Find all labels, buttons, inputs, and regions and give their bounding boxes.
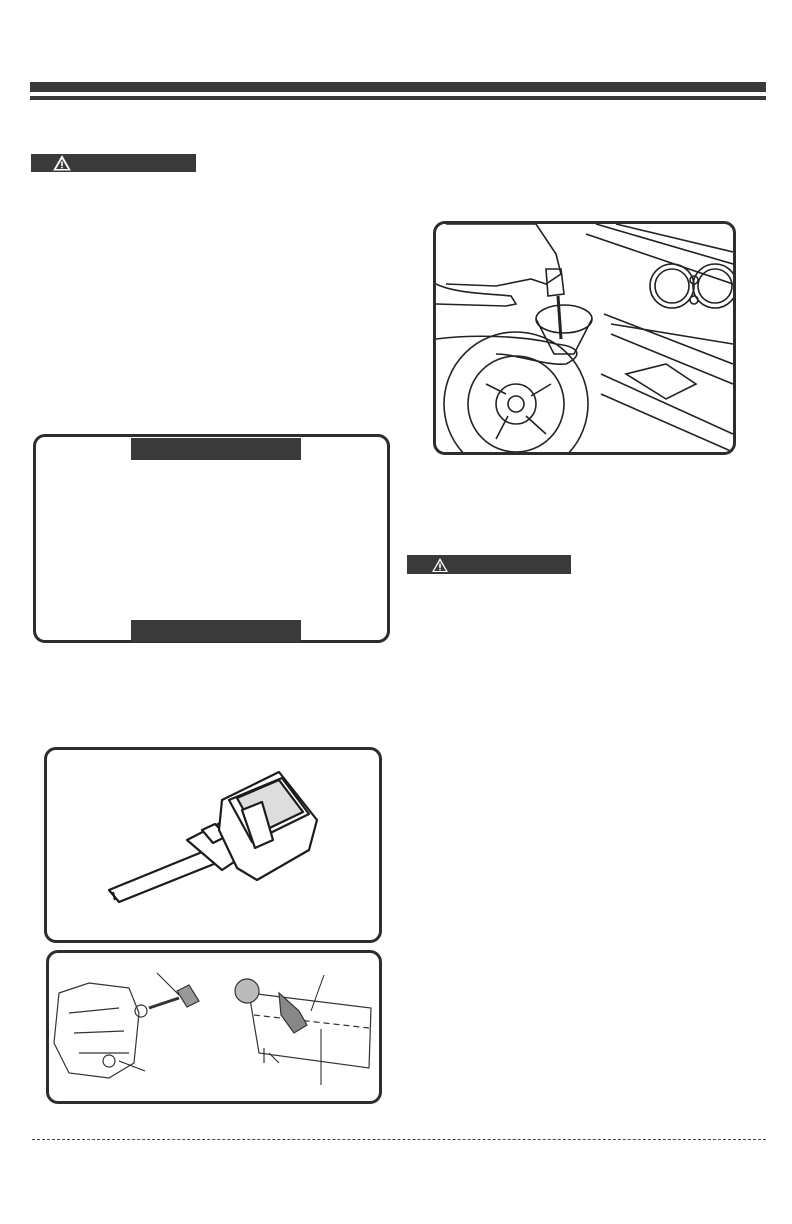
oil-pouring-image (436, 224, 733, 452)
oil-filling-illustration (433, 221, 736, 455)
oil-level-illustration (46, 950, 382, 1104)
oil-viscosity-chart (33, 434, 390, 643)
header-rule-thick (30, 82, 766, 92)
oil-level-image (49, 953, 379, 1101)
dipstick-illustration (44, 747, 382, 943)
warning-bar (31, 154, 196, 172)
warning-bar-2 (407, 555, 571, 574)
warning-triangle-icon (431, 557, 449, 573)
dipstick-image (47, 750, 379, 940)
warning-triangle-icon (53, 155, 71, 171)
chart-plot (36, 437, 387, 640)
header-rule-thin (30, 96, 766, 100)
footer-dashed-rule (32, 1139, 766, 1140)
